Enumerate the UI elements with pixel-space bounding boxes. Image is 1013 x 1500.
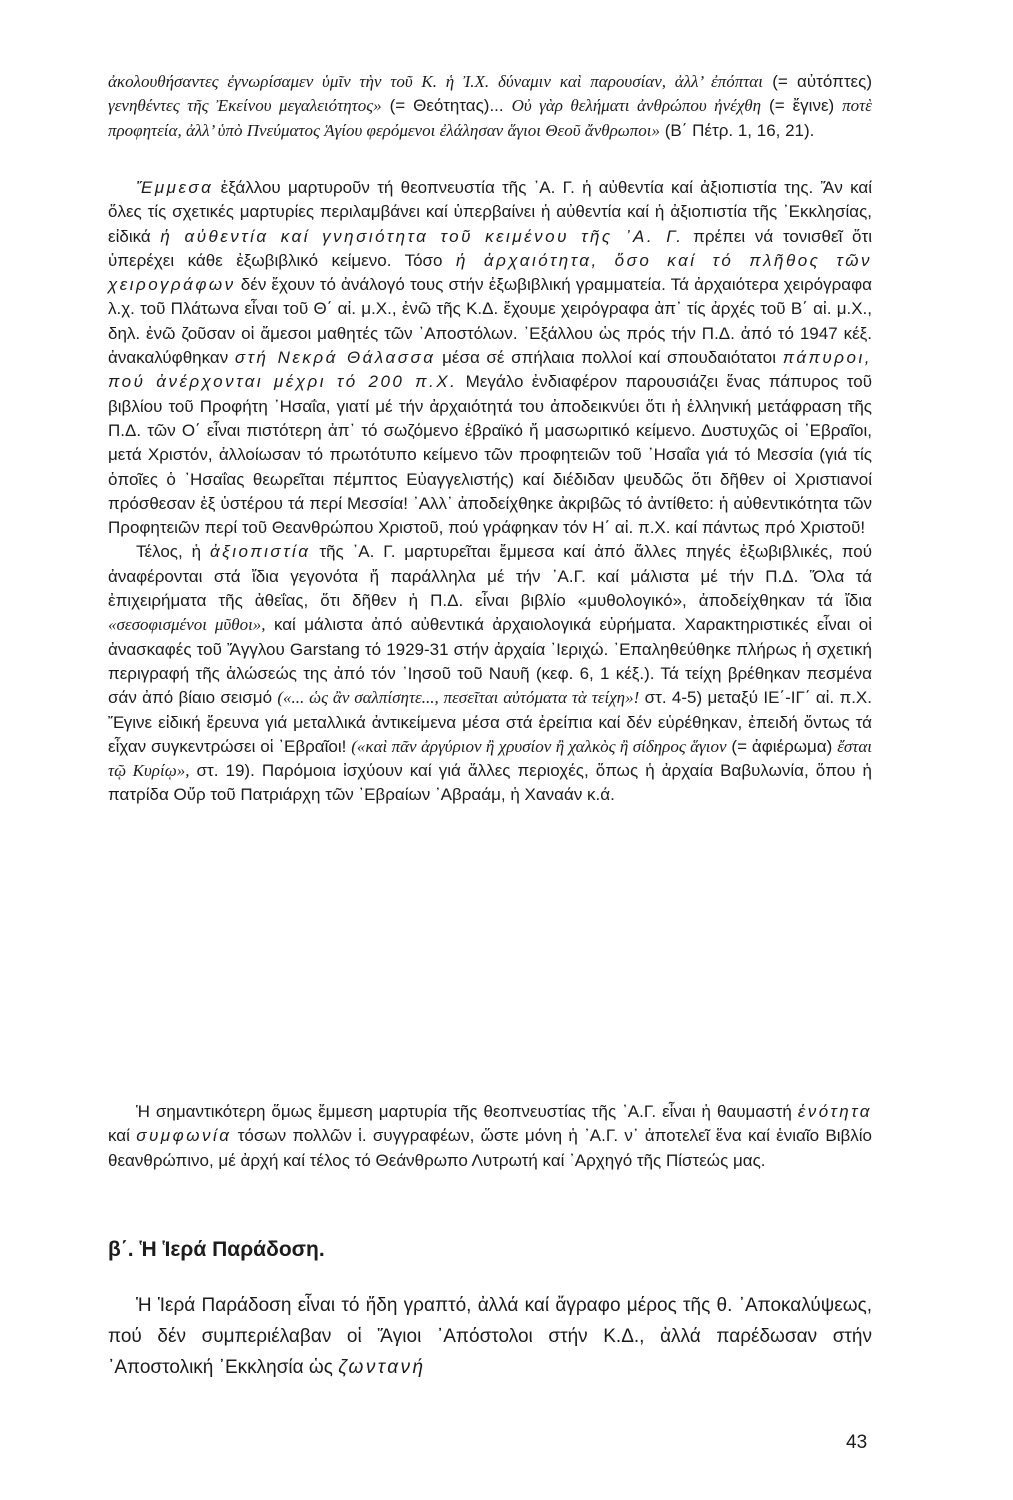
gloss: (= Θεότητας)... [389, 96, 504, 116]
text-run: δέν ἔχουν τό ἀνάλογό τους στήν ἐξωβιβλική γραμματεία. Τά ἀρχαιότερα χειρόγραφα λ.χ. τοῦ Πλάτωνα εἶναι τοῦ Θ΄ αἰ. μ.Χ., ἐνῶ τῆς Κ.Δ. ἔχουμε χειρόγραφα ἀπ᾿ τίς ἀρχές τοῦ Β΄ αἰ. μ.Χ., δηλ. ἐνῶ ζοῦσαν οἱ ἄμεσοι μαθητές τῶν ᾿Αποστόλων. ᾿Εξάλλου ὡς πρός τήν Π.Δ. ἀπό τό 1947 κέξ. ἀνακαλύφθηκαν [108, 275, 872, 368]
quote-paragraph [108, 70, 872, 143]
main-text [108, 176, 872, 808]
gloss: (= ἔγινε) [769, 96, 835, 116]
text-run: Μεγάλο ἐνδιαφέρον παρουσιάζει ἕνας πάπυρος τοῦ βιβλίου τοῦ Προφήτη ᾿Ησαΐα, γιατί μέ τήν ἀρχαιότητά του ἀποδεικνύει ὅτι ἡ ἑλληνική μετάφραση τῆς Π.Δ. τῶν Ο΄ εἶναι πιστότερη ἀπ᾿ τό σωζόμενο ἑβραϊκό ἤ μασωριτικό κείμενο. Δυστυχῶς οἱ ᾿Εβραῖοι, μετά Χριστόν, ἀλλοίωσαν τό πρωτότυπο κείμενο τῶν προφητειῶν τοῦ ᾿Ησαΐα γιά τό Μεσσία (γιά τίς ὁποῖες ὁ ᾿Ησαΐας θεωρεῖται πέμπτος Εὐαγγελιστής) καί διέδιδαν ψευδῶς ὅτι δῆθεν οἱ Χριστιανοί πρόσθεσαν ἐξ ὑστέρου τά περί Μεσσία! ᾿Αλλ᾿ ἀποδείχθηκε ἀκριβῶς τό ἀντίθετο: ἡ αὐθεντικότητα τῶν Προφητειῶν περί τοῦ Θεανθρώπου Χριστοῦ, πού γράφηκαν τόν Η΄ αἰ. π.Χ. καί πάντως πρό Χριστοῦ! [108, 372, 872, 538]
text-run: τῆς ᾿Α. Γ. μαρτυρεῖται ἔμμεσα καί ἀπό ἄλλες πηγές ἐξωβιβλικές, πού ἀναφέρονται στά ἴδια γεγονότα ἤ παράλληλα μέ τήν ᾿Α.Γ. καί μάλιστα μέ τήν Π.Δ. Ὅλα τά ἐπιχειρήματα τῆς ἀθεΐας, ὅτι δῆθεν ἡ Π.Δ. εἶναι βιβλίο «μυθολογικό», ἀποδείχθηκαν τά ἴδια [108, 542, 872, 611]
section-heading: β΄. Ἡ Ἱερά Παράδοση. [108, 1238, 325, 1261]
text-run: πρέπει νά τονισθεῖ ὅτι ὑπερέχει κάθε ἐξωβιβλικό κείμενο. Τόσο [108, 226, 872, 270]
quote-text: γενηθέντες τῆς Ἐκείνου μεγαλειότητος» [108, 96, 382, 116]
quote-text: («καὶ πᾶν ἀργύριον ἢ χρυσίον ἢ χαλκὸς ἢ σίδηρος ἅγιον [351, 736, 727, 756]
quote-text: ἀκολουθήσαντες ἐγνωρίσαμεν ὑμῖν τὴν τοῦ Κ. ἡ Ἰ.Χ. δύναμιν καὶ παρουσίαν, ἀλλ’ ἐπόπται [108, 72, 763, 91]
text-run: μέσα σέ σπήλαια πολλοί καί σπουδαιότατοι [442, 348, 777, 368]
emphasis: ζωντανή [338, 1357, 426, 1378]
text-run: Ἡ σημαντικότερη ὅμως ἔμμεση μαρτυρία τῆς θεοπνευστίας τῆς ᾿Α.Γ. εἶναι ἡ θαυμαστή [136, 1102, 792, 1121]
quote-text: «σεσοφισμένοι μῦθοι», [108, 615, 266, 635]
quote-text: («... ὡς ἂν σαλπίσητε..., πεσεῖται αὐτόματα τὰ τείχη»! [277, 688, 640, 708]
citation: (Β΄ Πέτρ. 1, 16, 21). [664, 120, 815, 140]
gloss: (= αὐτόπτες) [772, 72, 872, 91]
text-run: Τέλος, ἡ [136, 542, 202, 562]
emphasis: ἡ ἀρχαιότητα, ὅσο καί τό πλῆθος τῶν χειρογράφων [108, 250, 872, 295]
text-run: στ. 4-5) μεταξύ ΙΕ΄-ΙΓ΄ αἰ. π.Χ. Ἔγινε εἰδική ἔρευνα γιά μεταλλικά ἀντικείμενα μέσα στά ἐρείπια καί δέν εὑρέθηκαν, ἐπειδή ὄντως τά εἶχαν συγκεντρώσει οἱ ᾿Εβραῖοι! [108, 688, 872, 756]
text-run: καί μάλιστα ἀπό αὐθεντικά ἀρχαιολογικά εὑρήματα. Χαρακτηριστικές εἶναι οἱ ἀνασκαφές τοῦ Ἄγγλου Garstang τό 1929-31 στήν ἀρχαία ᾿Ιεριχώ. ᾿Επαληθεύθηκε πλήρως ἡ σχετική περιγραφή τῆς ἁλώσεώς της ἀπό τόν ᾿Ιησοῦ τοῦ Ναυῆ (κεφ. 6, 1 κέξ.). Τά τείχη βρέθηκαν πεσμένα σάν ἀπό βίαιο σεισμό [108, 615, 872, 708]
text-run: Ἡ Ἱερά Παράδοση εἶναι τό ἤδη γραπτό, ἀλλά καί ἄγραφο μέρος τῆς θ. ᾿Αποκαλύψεως, πού δέν συμπεριέλαβαν οἱ Ἅγιοι ᾿Απόστολοι στήν Κ.Δ., ἀλλά παρέδωσαν στήν ᾿Αποστολική ᾿Εκκλησία ὡς [108, 1295, 872, 1378]
emphasis: ἡ αὐθεντία καί γνησιότητα τοῦ κειμένου τῆς ᾿Α. Γ. [160, 226, 684, 246]
emphasis: πάπυροι, πού ἀνέρχονται μέχρι τό 200 π.Χ. [108, 348, 872, 392]
quote-text: Οὐ γὰρ θελήματι ἀνθρώπου ἠνέχθη [511, 96, 762, 116]
text-run: στ. 19). Παρόμοια ἰσχύουν καί γιά ἄλλες περιοχές, ὅπως ἡ ἀρχαία Βαβυλωνία, ὅπου ἡ πατρίδα Οὔρ τοῦ Πατριάρχη τῶν ᾿Εβραίων ᾿Αβραάμ, ἡ Χαναάν κ.ά. [108, 761, 872, 805]
gloss: (= ἀφιέρωμα) [731, 736, 833, 756]
quote-text: ποτὲ προφητεία, ἀλλ’ ὑπὸ Πνεύματος Ἁγίου φερόμενοι ἐλάλησαν ἅγιοι Θεοῦ ἄνθρωποι» [108, 96, 872, 140]
text-run: τόσων πολλῶν ἱ. συγγραφέων, ὥστε μόνη ἡ ᾿Α.Γ. ν᾿ ἀποτελεῖ ἕνα καί ἑνιαῖο Βιβλίο θεανθρώπινο, μέ ἀρχή καί τέλος τό Θεάνθρωπο Λυτρωτή καί ᾿Αρχηγό τῆς Πίστεώς μας. [108, 1126, 872, 1170]
page-number: 43 [846, 1432, 868, 1453]
tradition-paragraph-block [108, 1290, 872, 1383]
unity-paragraph-block [108, 1100, 872, 1173]
emphasis: Ἔμμεσα [136, 178, 214, 197]
emphasis: ἀξιοπιστία [209, 542, 311, 562]
text-run: ἐξάλλου μαρτυροῦν τή θεοπνευστία τῆς ᾿Α. Γ. ἡ αὐθεντία καί ἀξιοπιστία της. Ἄν καί ὅλες τίς σχετικές μαρτυρίες περιλαμβάνει καί ὑπερβαίνει ἡ αὐθεντία καί ἡ ἀξιοπιστία τῆς ᾿Εκκλησίας, εἰδικά [108, 178, 872, 246]
paragraph-authenticity [108, 176, 872, 540]
paragraph-reliability [108, 540, 872, 807]
emphasis: συμφωνία [136, 1126, 232, 1146]
paragraph-tradition [108, 1290, 872, 1383]
emphasis: ἑνότητα [797, 1102, 872, 1121]
quote-text: ἔσται τῷ Κυρίῳ», [108, 736, 873, 781]
paragraph-unity [108, 1100, 872, 1173]
emphasis: στή Νεκρά Θάλασσα [234, 348, 436, 368]
text-run: καί [108, 1126, 130, 1146]
